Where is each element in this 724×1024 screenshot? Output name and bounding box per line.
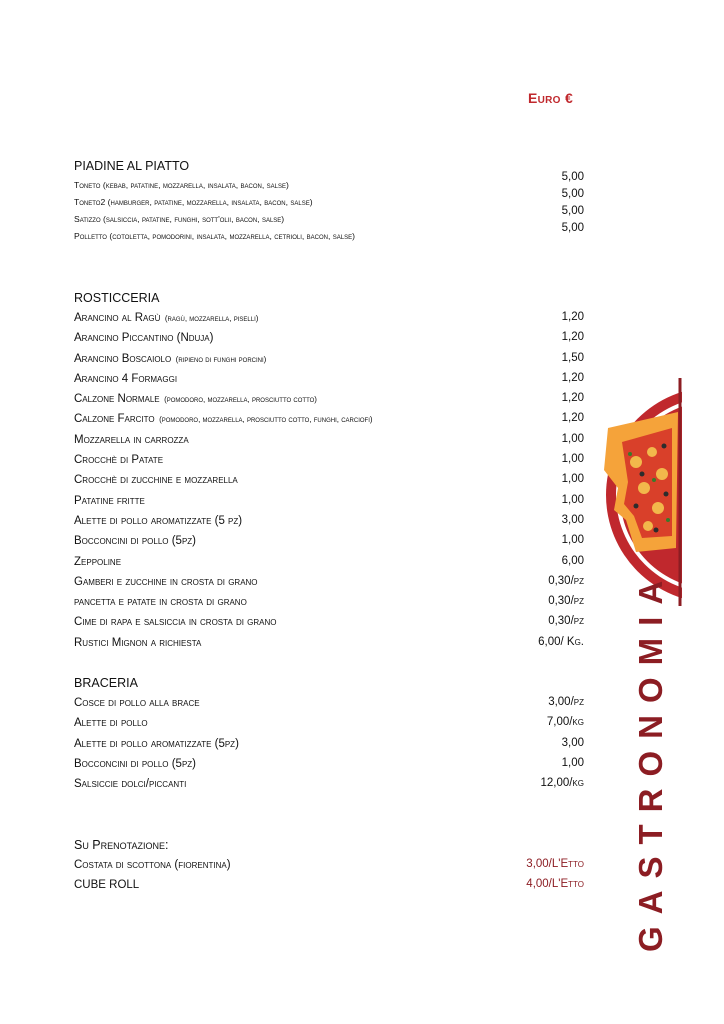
item-name: Crocchè di Patate [74, 454, 164, 467]
item-note: (pomodoro, mozzarella, prosciutto cotto, funghi, carciofi) [159, 415, 373, 425]
section-prenotazione [74, 836, 584, 895]
menu-item [74, 368, 584, 388]
section-braceria [74, 674, 584, 793]
menu-item [74, 469, 584, 489]
item-price: 1,20 [561, 392, 584, 405]
item-price: 7,00/kg [546, 716, 584, 729]
item-name: Cime di rapa e salsiccia in crosta di grano [74, 616, 277, 629]
item-price: 5,00 [561, 171, 584, 183]
item-name: Satizzo (salsiccia, patatine, funghi, sott'olii, bacon, salse) [74, 214, 285, 224]
item-name: Arancino Piccantino (Nduja) [74, 332, 214, 345]
section-piadine [74, 157, 584, 243]
menu-item [74, 854, 584, 874]
menu-item [74, 188, 584, 209]
item-note: (ragù, mozzarella, piselli) [164, 314, 259, 323]
item-name: Bocconcini di pollo (5pz) [74, 535, 196, 548]
menu-item [74, 222, 584, 243]
menu-item [74, 171, 584, 192]
item-name: Calzone Normale [74, 393, 160, 406]
section-title: PIADINE AL PIATTO [74, 159, 190, 173]
item-price: 1,50 [561, 351, 584, 364]
menu-item [74, 753, 584, 773]
menu-item [74, 773, 584, 793]
item-name: Bocconcini di pollo (5pz) [74, 757, 196, 770]
menu-item [74, 205, 584, 226]
item-name: Crocchè di zucchine e mozzarella [74, 474, 238, 487]
menu-item [74, 388, 584, 408]
menu-item [74, 571, 584, 591]
section-title: ROSTICCERIA [74, 291, 160, 305]
item-name: Cosce di pollo alla brace [74, 697, 200, 709]
menu-item [74, 551, 584, 571]
item-price: 1,00 [561, 493, 584, 506]
item-name: Alette di pollo [74, 717, 148, 730]
item-price: 5,00 [561, 205, 584, 217]
item-name: Arancino 4 Formaggi [74, 372, 178, 385]
menu-item [74, 348, 584, 368]
menu-item [74, 591, 584, 611]
menu-item [74, 408, 584, 428]
item-name: Mozzarella in carrozza [74, 433, 189, 446]
item-name: Salsiccie dolci/piccanti [74, 778, 187, 791]
item-name: Zeppoline [74, 555, 122, 568]
item-price: 4,00/L'Etto [526, 878, 584, 891]
item-price: 3,00/L'Etto [526, 858, 584, 870]
menu-item [74, 307, 584, 327]
menu-item [74, 327, 584, 347]
currency-label: Euro € [528, 90, 574, 106]
item-name: Alette di pollo aromatizzate (5pz) [74, 737, 239, 750]
item-note: (ripieno di funghi porcini) [175, 354, 267, 364]
menu-item [74, 692, 584, 712]
menu-item [74, 449, 584, 469]
item-name: Patatine fritte [74, 494, 145, 507]
item-price: 5,00 [561, 188, 584, 200]
menu-item [74, 490, 584, 510]
item-price: 5,00 [561, 222, 584, 234]
menu-item [74, 733, 584, 753]
menu-item [74, 530, 584, 550]
item-price: 3,00 [561, 736, 584, 749]
item-name: Gamberi e zucchine in crosta di grano [74, 575, 258, 588]
item-price: 6,00/ Kg. [538, 635, 584, 648]
menu-item [74, 611, 584, 631]
section-title: Su Prenotazione: [74, 838, 169, 852]
item-price: 1,00 [561, 756, 584, 769]
item-price: 12,00/kg [540, 777, 584, 790]
menu-item [74, 510, 584, 530]
item-price: 3,00 [561, 513, 584, 526]
item-price: 1,00 [561, 473, 584, 486]
menu-item [74, 874, 584, 894]
item-price: 3,00/pz [548, 696, 584, 708]
item-price: 0,30/pz [548, 615, 584, 628]
item-price: 1,00 [561, 534, 584, 547]
item-name: Calzone Farcito [74, 413, 155, 426]
item-price: 1,20 [561, 311, 584, 323]
item-price: 1,00 [561, 432, 584, 445]
item-price: 6,00 [561, 554, 584, 567]
item-price: 0,30/pz [548, 595, 584, 608]
item-price: 1,00 [561, 453, 584, 466]
item-name: CUBE ROLL [74, 879, 140, 892]
item-name: Toneto (kebab, patatine, mozzarella, insalata, bacon, salse) [74, 180, 289, 190]
item-name: pancetta e patate in crosta di grano [74, 596, 247, 609]
item-name: Rustici Mignon a richiesta [74, 636, 202, 649]
item-name: Arancino Boscaiolo [74, 352, 172, 365]
section-title: BRACERIA [74, 676, 138, 690]
item-price: 1,20 [561, 371, 584, 384]
item-price: 0,30/pz [548, 574, 584, 587]
item-name: Alette di pollo aromatizzate (5 pz) [74, 514, 243, 527]
menu-item [74, 632, 584, 652]
item-note: (pomodoro, mozzarella, prosciutto cotto) [164, 395, 317, 405]
item-name: Arancino al Ragù [74, 312, 161, 324]
item-price: 1,20 [561, 331, 584, 344]
item-price: 1,20 [561, 412, 584, 425]
item-name: Costata di scottona (fiorentina) [74, 859, 231, 871]
item-name: Polletto (cotoletta, pomodorini, insalata, mozzarella, cetrioli, bacon, salse) [74, 231, 355, 241]
section-rosticceria [74, 289, 584, 652]
menu-item [74, 429, 584, 449]
item-name: Toneto2 (hamburger, patatine, mozzarella, insalata, bacon, salse) [74, 197, 313, 207]
menu-item [74, 712, 584, 732]
side-title: GASTRONOMIA [632, 568, 669, 952]
